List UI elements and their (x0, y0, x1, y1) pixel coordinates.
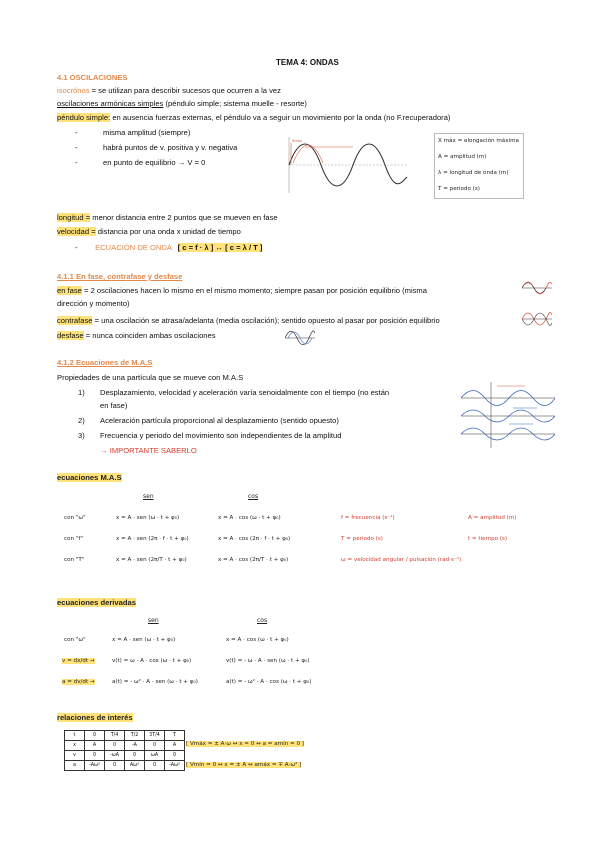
velocidad-line (57, 227, 241, 236)
der-row-1-sen: x = A · sen (ω · t + φ₀) (112, 637, 176, 643)
mas-row-3-cos: x = A · cos (2π/T · t + φ₀) (218, 557, 289, 563)
section-heading-4-1-2: 4.1.2 Ecuaciones de M.A.S (57, 358, 153, 367)
note-tiempo: t = tiempo (s) (468, 536, 508, 542)
heading-ecuaciones-derivadas: ecuaciones derivadas (57, 598, 136, 607)
table-row: t 0 T/4 T/2 3T/4 T (65, 731, 185, 741)
relaciones-table (64, 730, 185, 771)
section-heading-4-1-1: 4.1.1 En fase, contrafase y desfase (57, 272, 183, 281)
contrafase-icon (522, 311, 552, 327)
armonicas-term: oscilaciones armónicas simples (57, 99, 164, 108)
longitud-def: menor distancia entre 2 puntos que se mueven en fase (92, 213, 278, 222)
note-frecuencia: f = frecuencia (s⁻¹) (341, 515, 395, 521)
mas-row-1-cos: x = A · cos (ω · t + φ₀) (218, 515, 281, 521)
fase-def: = 2 oscilaciones hacen lo mismo en el mismo momento; siempre pasan por posición equilibrio (misma (84, 286, 427, 295)
der-row-1-label: con "ω" (64, 637, 86, 643)
legend-amplitud: A = amplitud (m) (438, 154, 487, 160)
bullet-2: - habrá puntos de v. positiva y v. negativa (75, 143, 238, 152)
der-row-2-cos: v(t) = - ω · A · sen (ω · t + φ₀) (226, 658, 310, 664)
mas-row-2-cos: x = A · cos (2π · f · t + φ₀) (218, 536, 291, 542)
section-heading-4-1: 4.1 OSCILACIONES (57, 73, 128, 82)
heading-ecuaciones-mas: ecuaciones M.A.S (57, 473, 122, 482)
bullet-1: - misma amplitud (siempre) (75, 128, 191, 137)
der-row-1-cos: x = A · cos (ω · t + φ₀) (226, 637, 289, 643)
fase-line (57, 286, 427, 295)
mas-item-1: 1) Desplazamiento, velocidad y aceleración varía senoidalmente con el tiempo (no están (78, 388, 390, 397)
ecuacion-formula: [ c = f · λ ] ↔ [ c = λ / T ] (177, 243, 263, 252)
pendulo-term: péndulo simple: (57, 113, 111, 122)
col-cos: cos (248, 493, 259, 500)
legend-xmax: X máx = elongación máxima (438, 138, 519, 144)
mas-intro: Propiedades de una partícula que se mueve con M.A.S (57, 373, 244, 382)
fase-def-2: dirección y momento) (57, 299, 130, 308)
longitud-term: longitud = (57, 213, 91, 222)
velocidad-term: velocidad = (57, 227, 96, 236)
contrafase-def: = una oscilación se atrasa/adelanta (media oscilación); sentido opuesto al pasar por posición equilibrio (94, 316, 440, 325)
isocronos-term: isocrónos (57, 86, 90, 95)
contrafase-line (57, 316, 440, 325)
desfase-def: = nunca coinciden ambas oscilaciones (85, 331, 216, 340)
table-row: x A 0 -A 0 A (65, 741, 185, 751)
isocronos-def: = se utilizan para describir sucesos que ocurren a la vez (91, 86, 281, 95)
mas-row-2-label: con "f" (64, 536, 83, 542)
table-row: a -Aω² 0 Aω² 0 -Aω² (65, 761, 185, 771)
pendulo-def: en ausencia fuerzas externas, el péndulo va a seguir un movimiento por la onda (no F.recuperadora) (112, 113, 451, 122)
armonicas-line (57, 99, 307, 108)
desfase-term: desfase (57, 331, 84, 340)
svg-text:Xmax: Xmax (292, 139, 303, 143)
desfase-line (57, 331, 216, 340)
legend-longitud: λ = longitud de onda (m) (438, 170, 509, 176)
vmax-relation: [ Vmáx = ± A·ω ↔ x = 0 ↔ a = amín = 0 ] (186, 741, 304, 747)
mas-row-3-sen: x = A · sen (2π/T · t + φ₀) (116, 557, 187, 563)
page-title: TEMA 4: ONDAS (276, 58, 339, 67)
der-col-cos: cos (257, 617, 268, 624)
der-row-3-sen: a(t) = - ω² · A · sen (ω · t + φ₀) (112, 679, 198, 685)
mas-item-3: 3) Frecuencia y periodo del movimiento son independientes de la amplitud (78, 431, 342, 440)
velocidad-def: distancia por una onda x unidad de tiempo (97, 227, 241, 236)
bullet-3: - en punto de equilibrio → V = 0 (75, 158, 206, 167)
der-row-2-label: v = dx/dt → (62, 658, 95, 664)
note-amplitud: A = amplitud (m) (468, 515, 517, 521)
pendulo-line (57, 113, 450, 122)
der-row-3-label: a = dv/dt → (62, 679, 95, 685)
en-fase-icon (522, 280, 552, 296)
mas-wave-figure (461, 380, 555, 450)
der-row-2-sen: v(t) = ω · A · cos (ω · t + φ₀) (112, 658, 192, 664)
contrafase-term: contrafase (57, 316, 93, 325)
fase-term: en fase (57, 286, 82, 295)
desfase-icon (285, 328, 315, 348)
ecuacion-onda-line: - ECUACIÓN DE ONDA [ c = f · λ ] ↔ [ c = λ / T ] (75, 243, 263, 252)
der-col-sen: sen (148, 617, 159, 624)
longitud-line (57, 213, 278, 222)
heading-relaciones: relaciones de interés (57, 713, 133, 722)
note-omega: ω = velocidad angular / pulsación (rad·s⁻¹) (341, 557, 462, 563)
note-periodo: T = periodo (s) (341, 536, 383, 542)
ecuacion-label: ECUACIÓN DE ONDA (95, 243, 172, 252)
table-row: v 0 -ωA 0 ωA 0 (65, 751, 185, 761)
col-sen: sen (143, 493, 154, 500)
mas-row-1-label: con "ω" (64, 515, 86, 521)
vmin-relation: [ Vmín = 0 ↔ x = ± A ↔ amáx = ∓ A·ω² ] (186, 762, 302, 768)
important-note: → IMPORTANTE SABERLO (100, 446, 197, 455)
armonicas-def: (péndulo simple; sistema muelle - resorte) (165, 99, 307, 108)
mas-row-1-sen: x = A · sen (ω · t + φ₀) (116, 515, 180, 521)
mas-row-2-sen: x = A · sen (2π · f · t + φ₀) (116, 536, 189, 542)
isocronos-line (57, 86, 281, 95)
legend-periodo: T = periodo (s) (438, 186, 480, 192)
mas-row-3-label: con "T" (64, 557, 85, 563)
mas-item-1-cont: en fase) (100, 401, 128, 410)
der-row-3-cos: a(t) = - ω² · A · cos (ω · t + φ₀) (226, 679, 312, 685)
mas-item-2: 2) Aceleración partícula proporcional al desplazamiento (sentido opuesto) (78, 416, 339, 425)
wave-figure (283, 133, 411, 197)
